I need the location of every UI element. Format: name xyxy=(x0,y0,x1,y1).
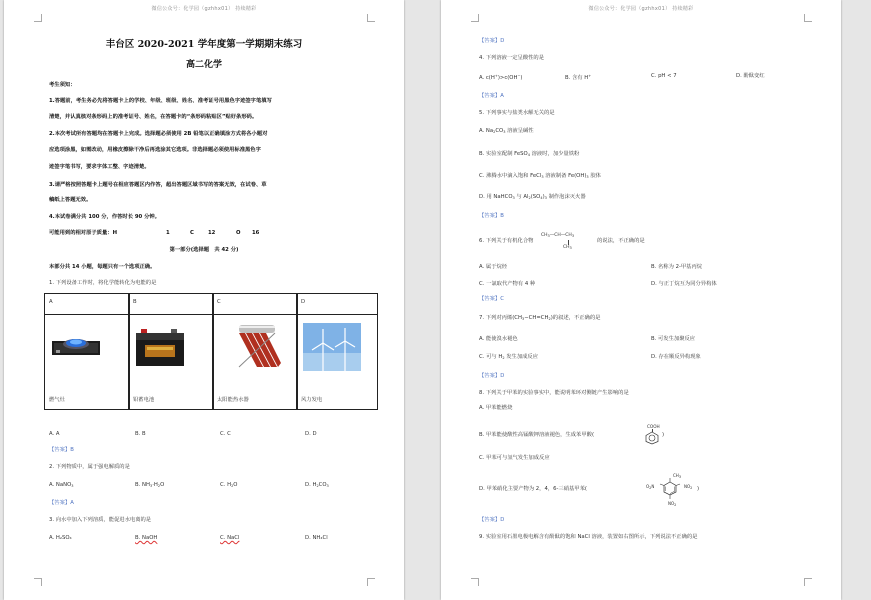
option: A. c(H+)>c(OH−) xyxy=(479,74,523,81)
part-note: 本部分共 14 小题，每题只有一个选项正确。 xyxy=(49,264,156,270)
table-cell xyxy=(44,314,130,410)
page-header-watermark: 微信公众号：化学园（gzhhx01） 持续精彩 xyxy=(588,6,694,12)
question-7: 7. 下列对丙烯$(CH_3-CH=CH_2)$的叙述，不正确的是 xyxy=(479,315,601,321)
option: A. NaNO$_3$ xyxy=(49,482,74,488)
notice-line: 稿纸上答题无效。 xyxy=(49,197,92,203)
notice-heading: 考生须知： xyxy=(49,82,76,88)
document-page-1 xyxy=(4,0,404,600)
option: C. C xyxy=(220,431,231,437)
atomic-mass-label: O xyxy=(236,230,241,236)
notice-line: 4.本试卷满分共 100 分，作答时长 90 分钟。 xyxy=(49,214,160,220)
option: B. 甲苯能使酸性高锰酸钾溶液褪色，生成苯甲酸( xyxy=(479,432,595,438)
option: B. B xyxy=(135,431,146,437)
option: C. 沸腾水中滴入饱和 FeCl$_3$ 溶液制备 $Fe(OH)_3$ 胶体 xyxy=(479,173,601,179)
isobutane-branch: $CH_3$ xyxy=(563,245,572,250)
question-1: 1. 下列设备工作时，将化学能转化为电能的是 xyxy=(49,280,157,286)
margin-mark xyxy=(471,578,479,586)
answer-5: 【答案】B xyxy=(479,213,504,219)
atomic-mass-value: 16 xyxy=(252,230,260,236)
question-9: 9. 实验室用石墨电极电解含有酚酞的饱和 NaCl 溶液，装置如右图所示，下列说法不正确的是 xyxy=(479,534,698,540)
option: D. D xyxy=(305,431,317,437)
option: B. NaOH xyxy=(135,535,158,541)
table-header: D xyxy=(301,299,306,305)
table-cell xyxy=(212,314,298,410)
device-label: 燃气灶 xyxy=(49,397,65,403)
question-4: 4. 下列溶液一定呈酸性的是 xyxy=(479,55,545,61)
answer-7: 【答案】D xyxy=(479,373,505,379)
no2-label: NO2 xyxy=(684,484,693,490)
table-cell xyxy=(296,314,378,410)
option: C. 一氯取代产物有 4 种 xyxy=(479,281,536,287)
notice-line: 3.请严格按照答题卡上题号在相应答题区内作答，超出答题区域书写的答案无效，在试卷、草 xyxy=(49,182,267,188)
atomic-mass-label: C xyxy=(190,230,194,236)
exam-title: 丰台区 2020-2021 学年度第一学期期末练习 xyxy=(105,39,303,50)
option: C. pH < 7 xyxy=(651,73,677,79)
table-cell xyxy=(212,293,298,315)
answer-6: 【答案】C xyxy=(479,296,504,302)
option: D. $H_2CO_3$ xyxy=(305,482,329,488)
tnt-structure xyxy=(659,478,681,500)
option: B. 实验室配制 FeSO$_4$ 溶液时，加少量铁粉 xyxy=(479,151,580,157)
option: A. A xyxy=(49,431,60,437)
table-cell xyxy=(128,293,214,315)
question-2: 2. 下列物质中，属于强电解质的是 xyxy=(49,464,130,470)
o2n-label: O2N xyxy=(646,484,655,490)
gas-stove-image xyxy=(52,333,100,357)
document-page-2 xyxy=(441,0,841,600)
option: D. NH₄Cl xyxy=(305,535,328,541)
no2-bottom-label: NO2 xyxy=(668,501,677,507)
option: D. 用 NaHCO$_3$ 与 $Al_2(SO_4)_3$ 制作泡沫灭火器 xyxy=(479,194,586,200)
device-label: 太阳能热水器 xyxy=(217,397,249,403)
part-title: 第一部分(选择题 共 42 分) xyxy=(169,247,239,253)
table-cell xyxy=(128,314,214,410)
answer-4: 【答案】A xyxy=(479,93,504,99)
option: D. 与正丁烷互为同分异构体 xyxy=(651,281,717,287)
option: D. 酚酞变红 xyxy=(736,73,765,79)
table-cell xyxy=(296,293,378,315)
margin-mark xyxy=(471,14,479,22)
wind-turbine-image xyxy=(303,323,361,371)
question-6-text: 的说法，不正确的是 xyxy=(597,238,645,244)
answer-8: 【答案】D xyxy=(479,517,505,523)
answer-3: 【答案】D xyxy=(479,38,505,44)
option: C. $H_2O$ xyxy=(220,482,238,488)
benzoic-acid-structure xyxy=(644,431,660,445)
option: B. 含有 H+ xyxy=(565,74,592,81)
solar-water-heater-image xyxy=(235,323,281,369)
table-header: B xyxy=(133,299,137,305)
answer-2: 【答案】A xyxy=(49,500,74,506)
notice-line: 清楚，并认真核对条形码上的准考证号、姓名，在答题卡的“条形码粘贴区”贴好条形码。 xyxy=(49,114,258,120)
question-6: 6. 下列关于有机化合物 xyxy=(479,238,534,244)
table-header: C xyxy=(217,299,221,305)
option: A. $Na_2CO_3$ 溶液呈碱性 xyxy=(479,128,534,134)
option: A. 属于烷烃 xyxy=(479,264,508,270)
option: D. 存在顺反异构现象 xyxy=(651,354,701,360)
margin-mark xyxy=(804,578,812,586)
option: B. $NH_3\cdot H_2O$ xyxy=(135,482,165,488)
lead-battery-image xyxy=(135,327,185,367)
question-8: 8. 下列关于甲苯的实验事实中，能说明苯环对侧链产生影响的是 xyxy=(479,390,629,396)
device-label: 铅蓄电池 xyxy=(133,397,155,403)
answer-1: 【答案】B xyxy=(49,447,74,453)
atomic-mass-label: 可能用到的相对原子质量：H xyxy=(49,230,117,236)
page-header-watermark: 微信公众号：化学园（gzhhx01） 持续精彩 xyxy=(151,6,257,12)
option: A. H₂SO₄ xyxy=(49,535,72,541)
option: A. 甲苯能燃烧 xyxy=(479,405,513,411)
atomic-mass-value: 12 xyxy=(208,230,216,236)
margin-mark xyxy=(367,14,375,22)
option: C. NaCl xyxy=(220,535,240,541)
device-label: 风力发电 xyxy=(301,397,323,403)
notice-line: 应选项涂黑，如需改动，用橡皮擦除干净后再选涂其它选项。非选择题必须使用标准黑色字 xyxy=(49,147,261,153)
option: C. 可与 $H_2$ 发生加成反应 xyxy=(479,354,539,360)
table-header: A xyxy=(49,299,53,305)
exam-subtitle: 高二化学 xyxy=(185,60,222,70)
atomic-mass-value: 1 xyxy=(166,230,170,236)
paren-close: ) xyxy=(662,432,665,438)
question-5: 5. 下列事实与盐类水解无关的是 xyxy=(479,110,555,116)
margin-mark xyxy=(34,14,42,22)
option: B. 可发生加聚反应 xyxy=(651,336,696,342)
notice-line: 迹签字笔书写，要求字体工整、字迹清楚。 xyxy=(49,164,150,170)
isobutane-structure: $CH_3—CH—CH_3$ xyxy=(541,233,575,238)
margin-mark xyxy=(367,578,375,586)
table-cell xyxy=(44,293,130,315)
margin-mark xyxy=(804,14,812,22)
option: B. 名称为 2-甲基丙烷 xyxy=(651,264,703,270)
paren-close: ) xyxy=(697,486,700,492)
cooh-label: COOH xyxy=(647,424,660,429)
option: D. 甲苯硝化主要产物为 2，4，6-三硝基甲苯( xyxy=(479,486,587,492)
notice-line: 1.答题前，考生务必先将答题卡上的学校、年级、班级、姓名、准考证号用黑色字迹签字笔填写 xyxy=(49,98,272,104)
option: C. 甲苯可与氢气发生加成反应 xyxy=(479,455,550,461)
notice-line: 2.本次考试所有答题均在答题卡上完成。选择题必须使用 2B 铅笔以正确填涂方式将各小题对 xyxy=(49,131,268,137)
ch3-label: CH3 xyxy=(673,473,682,479)
option: A. 能使溴水褪色 xyxy=(479,336,518,342)
margin-mark xyxy=(34,578,42,586)
question-3: 3. 向水中加入下列溶质，能促进水电离的是 xyxy=(49,517,152,523)
